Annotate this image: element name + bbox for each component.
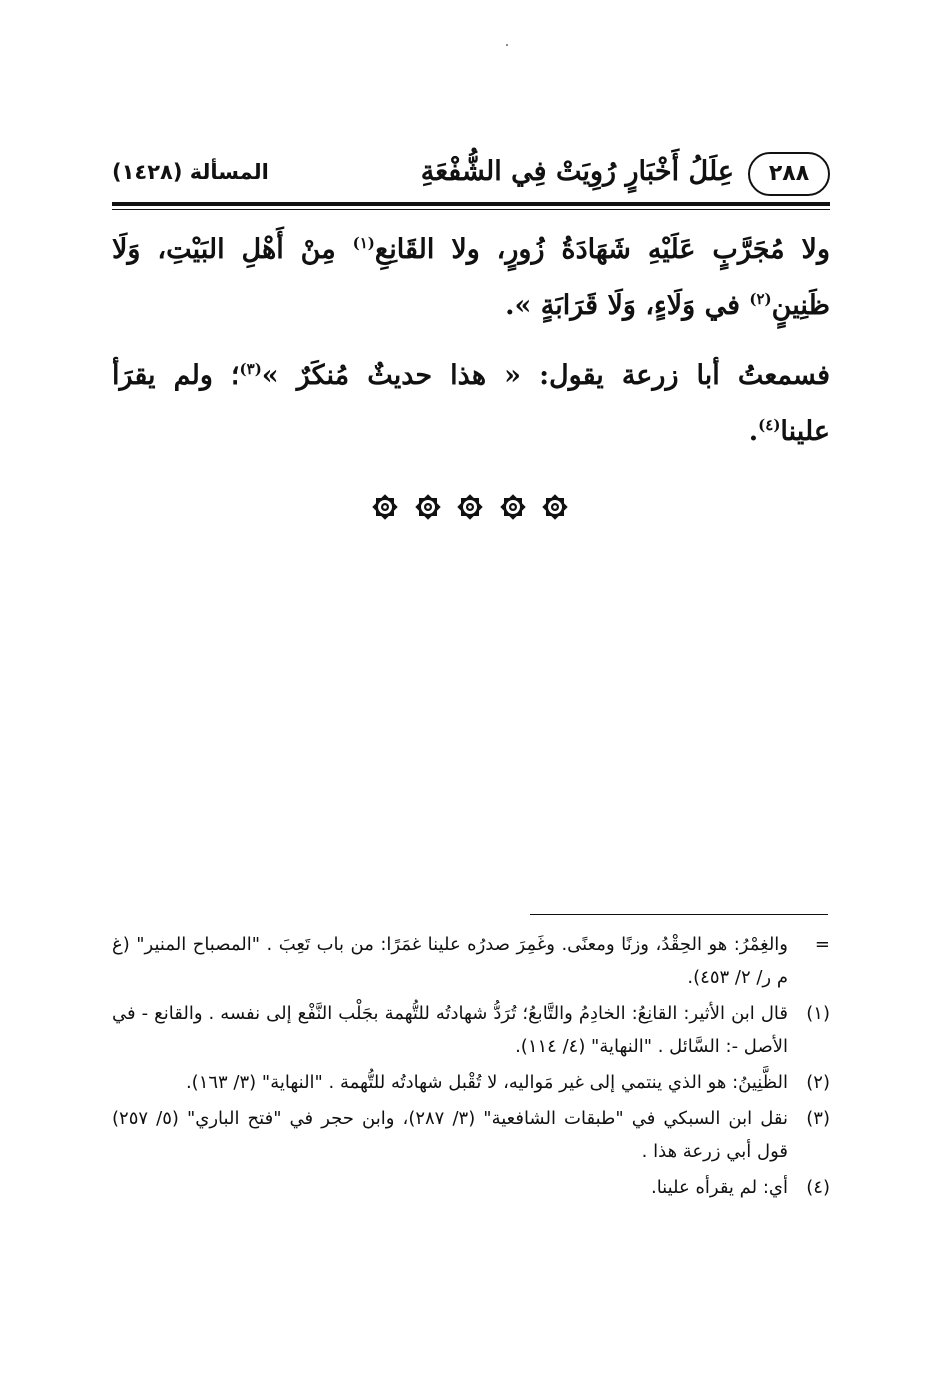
page-number-badge: ٢٨٨ [748, 152, 830, 196]
footnote-item [112, 1102, 830, 1168]
paragraph-1-text-a: ولا مُجَرَّبٍ عَلَيْهِ شَهَادَةُ زُورٍ، ولا القَانِعِ [374, 234, 830, 265]
main-text [112, 222, 830, 460]
eight-point-star-ornament-icon [370, 492, 400, 522]
footnote-marker: (٢) [806, 1072, 830, 1093]
footnote-item [112, 1066, 830, 1099]
footnote-text: الظَّنِينُ: هو الذي ينتمي إلى غير مَواليه، لا تُقْبل شهادتُه للتُّهمة . "النهاية" (٣/ ١٦٣). [185, 1072, 788, 1093]
header-rule-thick [112, 202, 830, 206]
paragraph-2-text-c: . [748, 416, 759, 447]
paragraph-1 [112, 222, 830, 334]
header-rule-thin [112, 209, 830, 210]
footnote-text: أي: لم يقرأه علينا. [650, 1177, 788, 1198]
footnote-item [112, 928, 830, 994]
footnote-ref-3: (٣) [239, 360, 262, 378]
footnote-item [112, 997, 830, 1063]
footnote-marker: (٤) [806, 1177, 830, 1198]
footnote-text: قال ابن الأثير: القانِعُ: الخادِمُ والتَّابعُ؛ تُرَدُّ شهادتُه للتُّهمة بجَلْب النَّفْع إلى نفسه . والقانع - في الأصل -: السَّائل . "النهاية" (٤/ ١١٤). [112, 1003, 788, 1057]
eight-point-star-ornament-icon [455, 492, 485, 522]
eight-point-star-ornament-icon [498, 492, 528, 522]
paragraph-1-text-c: في وَلَاءٍ، وَلَا قَرَابَةٍ ». [505, 290, 750, 321]
footnote-marker: (١) [806, 1003, 830, 1024]
paragraph-2 [112, 348, 830, 460]
footnote-separator [530, 914, 828, 915]
footnote-marker: (٣) [806, 1108, 830, 1129]
footnotes [112, 928, 830, 1204]
section-end-ornaments [370, 492, 570, 528]
footnote-ref-4: (٤) [758, 416, 781, 434]
footnote-text: والغِمْرُ: هو الحِقْدُ، وزنًا ومعنًى. وغَمِرَ صدرُه علينا غمَرًا: من باب تَعِبَ . "المصباح المنير" (غ م ر/ ٢/ ٤٥٣). [112, 934, 788, 988]
running-header [112, 150, 830, 196]
footnote-ref-1: (١) [352, 234, 375, 252]
footnote-item [112, 1171, 830, 1204]
eight-point-star-ornament-icon [540, 492, 570, 522]
paragraph-2-text-a: فسمعتُ أبا زرعة يقول: « هذا حديثٌ مُنكَرٌ » [261, 360, 830, 391]
footnote-text: نقل ابن السبكي في "طبقات الشافعية" (٣/ ٢٨٧)، وابن حجر في "فتح الباري" (٥/ ٢٥٧) قول أبي زرعة هذا . [112, 1108, 788, 1162]
scan-speck [506, 44, 508, 46]
eight-point-star-ornament-icon [413, 492, 443, 522]
footnote-marker: = [814, 934, 830, 955]
issue-label: المسألة (١٤٢٨) [112, 160, 269, 184]
paragraph-2-text-b: ؛ ولم يقرَأ علينا [112, 360, 830, 447]
paragraph-1-text-b: مِنْ أَهْلِ البَيْتِ، وَلَا ظَنِينٍ [112, 234, 830, 321]
footnote-ref-2: (٢) [749, 290, 772, 308]
running-title: عِلَلُ أَخْبَارٍ رُوِيَتْ فِي الشُّفْعَةِ [420, 156, 734, 187]
